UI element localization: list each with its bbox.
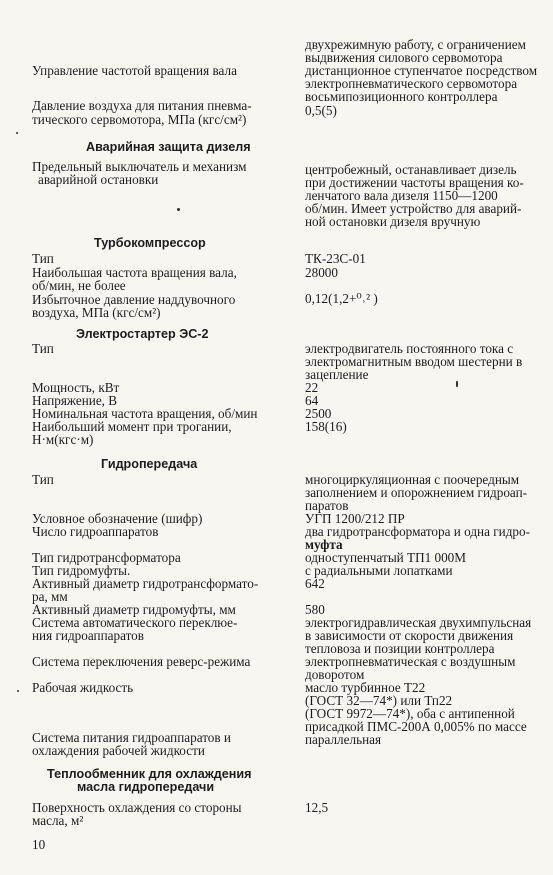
- fluid-value-1: масло турбинное Т22: [305, 680, 426, 695]
- supply-value: параллельная: [305, 732, 382, 747]
- count-value-1: два гидротрансформатора и одна гидро-: [305, 524, 531, 539]
- air-pressure-label-1: Давление воздуха для питания пневма-: [32, 98, 252, 113]
- turbo-type-value: ТК-23С-01: [305, 251, 366, 266]
- emergency-value-1: центробежный, останавливает дизель: [305, 162, 517, 177]
- print-speck: [456, 381, 458, 387]
- turbo-speed-label-1: Наибольшая частота вращения вала,: [32, 265, 237, 280]
- turbo-boost-label-2: воздуха, МПа (кгс/см²): [32, 305, 161, 320]
- emergency-label-1: Предельный выключатель и механизм: [32, 159, 247, 174]
- turbo-boost-label-1: Избыточное давление наддувочного: [32, 292, 236, 307]
- coupling-type-label: Тип гидромуфты.: [32, 563, 131, 578]
- converter-type-value: одноступенчатый ТП1 000М: [305, 550, 467, 565]
- top-right-line-1: двухрежимную работу, с ограничением: [305, 37, 526, 52]
- reverse-value-2: доворотом: [305, 667, 365, 682]
- turbo-speed-value: 28000: [305, 265, 338, 280]
- transmission-heading: Гидропередача: [101, 457, 198, 471]
- auto-switch-value-1: электрогидравлическая двухимпульсная: [305, 615, 532, 630]
- starter-torque-value: 158(16): [305, 419, 347, 434]
- converter-type-label: Тип гидротрансформатора: [32, 550, 181, 565]
- starter-voltage-value: 64: [305, 393, 319, 408]
- coupling-diam-label: Активный диаметр гидромуфты, мм: [32, 602, 236, 617]
- top-right-line-5: восьмипозиционного контроллера: [305, 89, 498, 104]
- starter-nominal-value: 2500: [305, 406, 332, 421]
- starter-torque-label-2: Н·м(кгс·м): [32, 432, 94, 447]
- starter-torque-label-1: Наибольший момент при трогании,: [32, 419, 232, 434]
- starter-voltage-label: Напряжение, В: [32, 393, 118, 408]
- starter-heading: Электростартер ЭС-2: [76, 327, 209, 341]
- transmission-type-value-1: многоциркуляционная с поочередным: [305, 472, 520, 487]
- auto-switch-value-2: в зависимости от скорости движения: [305, 628, 514, 643]
- emergency-heading: Аварийная защита дизеля: [86, 140, 251, 154]
- turbo-heading: Турбокомпрессор: [94, 236, 206, 250]
- turbo-type-label: Тип: [32, 251, 54, 266]
- heat-exchanger-heading-2: масла гидропередачи: [77, 780, 215, 794]
- converter-diam-label-2: ра, мм: [32, 589, 68, 604]
- turbo-boost-value: 0,12(1,2+⁰˒² ): [305, 291, 378, 306]
- turbo-speed-label-2: об/мин, не более: [32, 278, 126, 293]
- auto-switch-value-3: тепловоза и позиции контроллера: [305, 641, 495, 656]
- supply-label-2: охлаждения рабочей жидкости: [32, 743, 205, 758]
- fluid-value-4: присадкой ПМС-200А 0,005% по массе: [305, 719, 527, 734]
- fluid-value-2: (ГОСТ 32—74*) или Тп22: [305, 693, 453, 708]
- surface-label-2: масла, м²: [32, 813, 84, 828]
- emergency-value-3: ленчатого вала дизеля 1150—1200: [305, 188, 498, 203]
- emergency-value-2: при достижении частоты вращения ко-: [305, 175, 524, 190]
- transmission-type-value-2: заполнением и опорожнением гидроап-: [305, 485, 528, 500]
- air-pressure-label-2: тического сервомотора, МПа (кгс/см²): [32, 112, 247, 127]
- starter-type-label: Тип: [32, 341, 54, 356]
- air-pressure-value: 0,5(5): [305, 103, 337, 118]
- count-value-2: муфта: [305, 537, 343, 552]
- starter-type-value-3: зацепление: [305, 367, 369, 382]
- top-right-line-2: выдвижения силового сервомотора: [305, 50, 503, 65]
- print-speck: [177, 208, 180, 211]
- transmission-type-label: Тип: [32, 472, 54, 487]
- fluid-value-3: (ГОСТ 9972—74*), оба с антипенной: [305, 706, 515, 721]
- surface-value: 12,5: [305, 800, 329, 815]
- transmission-type-value-3: паратов: [305, 498, 349, 513]
- coupling-type-value: с радиальными лопатками: [305, 563, 453, 578]
- reverse-label: Система переключения реверс-режима: [32, 654, 251, 669]
- reverse-value-1: электропневматическая с воздушным: [305, 654, 516, 669]
- emergency-label-2: аварийной остановки: [38, 172, 159, 187]
- fluid-label: Рабочая жидкость: [32, 680, 134, 695]
- top-right-line-3: дистанционное ступенчатое посредством: [305, 63, 538, 78]
- supply-label-1: Система питания гидроаппаратов и: [32, 730, 231, 745]
- page-number: 10: [32, 837, 46, 852]
- emergency-value-4: об/мин. Имеет устройство для аварий-: [305, 201, 522, 216]
- print-speck: [16, 132, 18, 134]
- starter-power-value: 22: [305, 380, 319, 395]
- designation-value: УГП 1200/212 ПР: [305, 511, 405, 526]
- starter-nominal-label: Номинальная частота вращения, об/мин: [32, 406, 258, 421]
- count-label: Число гидроаппаратов: [32, 524, 159, 539]
- auto-switch-label-2: ния гидроаппаратов: [32, 628, 145, 643]
- auto-switch-label-1: Система автоматического переклюе-: [32, 615, 238, 630]
- starter-power-label: Мощность, кВт: [32, 380, 120, 395]
- starter-type-value-1: электродвигатель постоянного тока с: [305, 341, 514, 356]
- designation-label: Условное обозначение (шифр): [32, 511, 203, 526]
- starter-type-value-2: электромагнитным вводом шестерни в: [305, 354, 523, 369]
- coupling-diam-value: 580: [305, 602, 325, 617]
- speed-control-label: Управление частотой вращения вала: [32, 63, 237, 78]
- heat-exchanger-heading-1: Теплообменник для охлаждения: [47, 767, 252, 781]
- emergency-value-5: ной остановки дизеля вручную: [305, 214, 481, 229]
- top-right-line-4: электропневматического сервомотора: [305, 76, 518, 91]
- converter-diam-label-1: Активный диаметр гидротрансформато-: [32, 576, 259, 591]
- converter-diam-value: 642: [305, 576, 325, 591]
- surface-label-1: Поверхность охлаждения со стороны: [32, 800, 242, 815]
- print-speck: [17, 690, 19, 692]
